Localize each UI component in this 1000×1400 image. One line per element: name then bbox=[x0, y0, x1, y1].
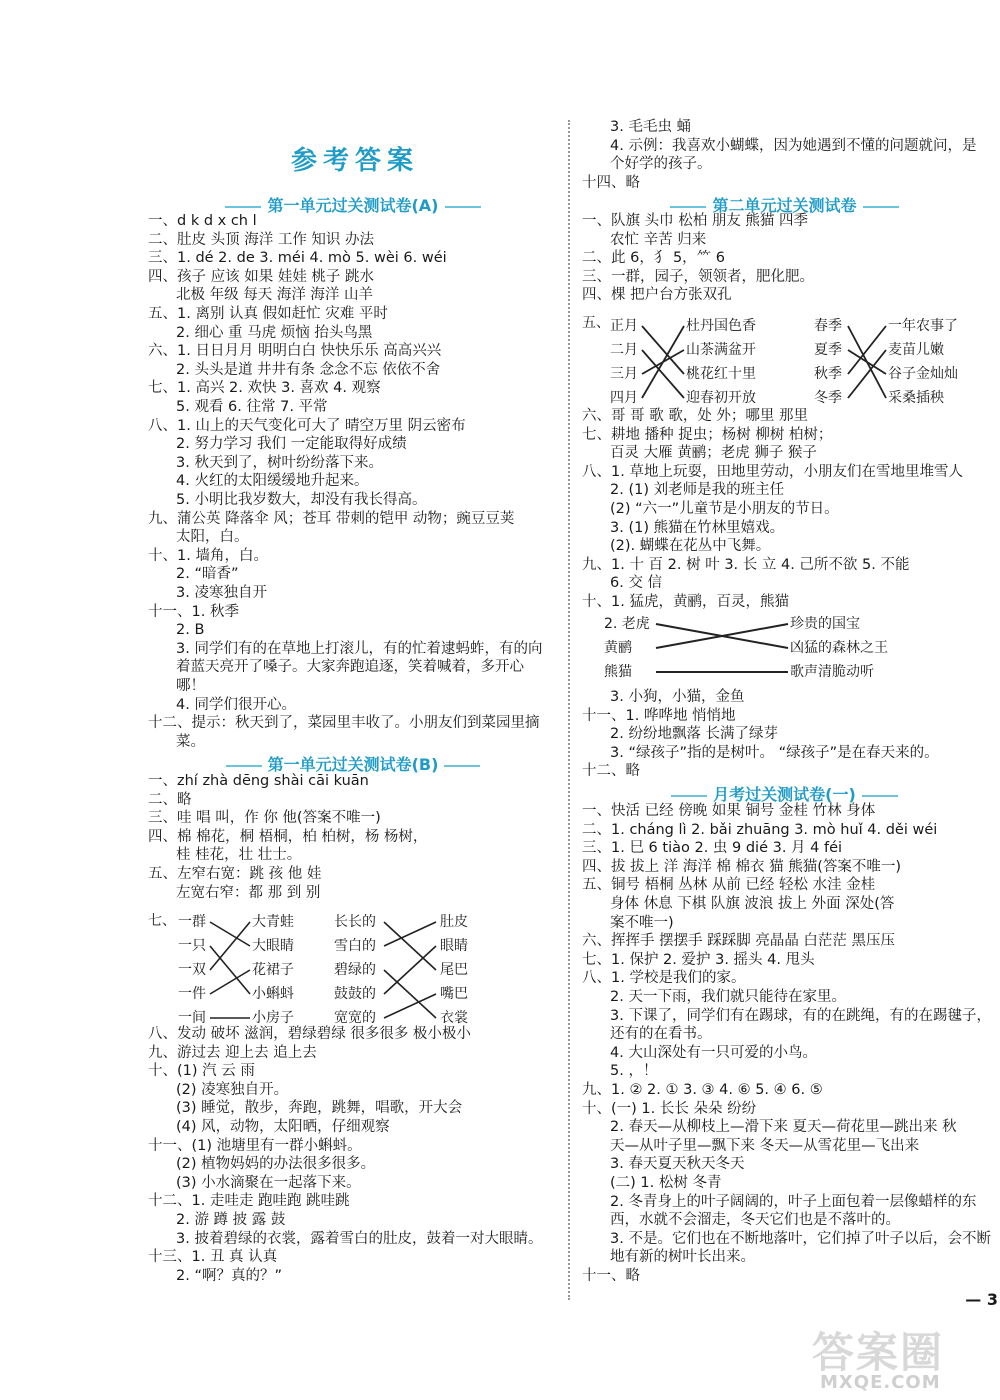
match-left-item: 二月 bbox=[610, 342, 638, 358]
answer-line: 五、铜号 梧桐 丛林 从前 已经 轻松 水洼 金桂 bbox=[582, 877, 876, 894]
answer-line: 十、1. 墙角，白。 bbox=[148, 547, 268, 564]
answer-line: 4. 火红的太阳缓缓地升起来。 bbox=[176, 473, 369, 490]
answer-line: 3. 小狗，小猫，金鱼 bbox=[610, 689, 745, 705]
match-left-item: 一件 bbox=[178, 986, 206, 1002]
match-left-item: 鼓鼓的 bbox=[334, 986, 376, 1002]
answer-line: 十二、略 bbox=[582, 763, 640, 780]
answer-line: 十、(一) 1. 长长 朵朵 纷纷 bbox=[582, 1100, 757, 1117]
answer-line: 八、1. 山上的天气变化可大了 晴空万里 阴云密布 bbox=[148, 417, 466, 434]
match-left-item: 冬季 bbox=[814, 390, 842, 406]
match-right-item: 眼睛 bbox=[440, 938, 468, 954]
match-left-item: 四月 bbox=[610, 390, 638, 406]
answer-line: 哪！ bbox=[176, 678, 205, 694]
answer-line: (2). 蝴蝶在花丛中飞舞。 bbox=[610, 538, 771, 555]
matching-exercise-seven bbox=[148, 908, 558, 1028]
answer-line: 2. (1) 刘老师是我的班主任 bbox=[610, 482, 785, 499]
match-right-item: 小蝌蚪 bbox=[252, 986, 294, 1002]
answer-line: 十一、(1) 池塘里有一群小蝌蚪。 bbox=[148, 1137, 362, 1154]
answer-line: 九、1. 十 百 2. 树 叶 3. 长 立 4. 己所不欲 5. 不能 bbox=[582, 556, 910, 573]
answer-line: (2) 植物妈妈的办法很多很多。 bbox=[176, 1156, 376, 1173]
answer-line: 3. (1) 熊猫在竹林里嬉戏。 bbox=[610, 519, 785, 536]
answer-line: 三、1. dé 2. de 3. méi 4. mò 5. wèi 6. wéi bbox=[148, 250, 447, 267]
answer-line: 一、队旗 头巾 松柏 朋友 熊猫 四季 bbox=[582, 213, 809, 229]
match-left-item: 碧绿的 bbox=[334, 962, 376, 978]
answer-line: 还有的在看书。 bbox=[610, 1026, 712, 1043]
answer-line: 九、1. ② 2. ① 3. ③ 4. ⑥ 5. ④ 6. ⑤ bbox=[582, 1082, 823, 1098]
answer-line: 十二、提示：秋天到了，菜园里丰收了。小朋友们到菜园里摘 bbox=[148, 715, 540, 732]
answer-line: 4. 同学们很开心。 bbox=[176, 696, 296, 713]
answer-line: 八、1. 草地上玩耍，田地里劳动，小朋友们在雪地里堆雪人 bbox=[582, 463, 963, 480]
answer-line: (4) 风，动物，太阳晒，仔细观察 bbox=[176, 1119, 390, 1135]
answer-line: 3. “绿孩子”指的是树叶。 “绿孩子”是在春天来的。 bbox=[610, 744, 939, 761]
answer-line: 2. 春天—从柳枝上—滑下来 夏天—荷花里—跳出来 秋 bbox=[610, 1119, 957, 1136]
answer-line: 5. 小明比我岁数大，却没有我长得高。 bbox=[176, 492, 427, 508]
answer-line: 四、孩子 应该 如果 娃娃 桃子 跳水 bbox=[148, 268, 375, 285]
answer-line: 5. 观看 6. 往常 7. 平常 bbox=[176, 399, 328, 415]
answer-line: 七、1. 保护 2. 爱护 3. 摇头 4. 甩头 bbox=[582, 951, 815, 968]
answer-line: 4. 示例：我喜欢小蝴蝶，因为她遇到不懂的问题就问，是 bbox=[610, 137, 977, 154]
answer-line: 北极 年级 每天 海洋 海洋 山羊 bbox=[176, 287, 374, 304]
section-heading-text: 第一单元过关测试卷(A) bbox=[267, 196, 439, 215]
answer-line: 3. 秋天到了，树叶纷纷落下来。 bbox=[176, 454, 383, 471]
match-left-item: 夏季 bbox=[814, 342, 842, 358]
match-left-item: 春季 bbox=[814, 318, 842, 334]
watermark-url: MXQE.COM bbox=[820, 1372, 941, 1393]
answer-line: 十三、1. 丑 真 认真 bbox=[148, 1249, 278, 1266]
match-right-item: 大青蛙 bbox=[252, 914, 294, 930]
match-right-item: 桃花红十里 bbox=[686, 366, 756, 382]
answer-line: (3) 睡觉，散步，奔跑，跳舞，唱歌，开大会 bbox=[176, 1100, 463, 1117]
match-right-item: 大眼睛 bbox=[252, 938, 294, 954]
answer-line: 三、哇 唱 叫，作 你 他(答案不唯一) bbox=[148, 810, 381, 827]
answer-line: 农忙 辛苦 归来 bbox=[610, 231, 707, 248]
answer-line: 太阳，白。 bbox=[176, 529, 249, 546]
answer-line: 3. 毛毛虫 蛹 bbox=[610, 119, 692, 135]
answer-line: 二、略 bbox=[148, 791, 192, 808]
matching-exercise-five bbox=[582, 310, 987, 410]
match-right-item: 肚皮 bbox=[440, 914, 468, 930]
page-number: — 3 bbox=[965, 1290, 998, 1309]
match-left-item: 2. 老虎 bbox=[604, 616, 650, 632]
answer-line: 2. 游 蹲 披 露 鼓 bbox=[176, 1212, 286, 1228]
section-heading-text: 第一单元过关测试卷(B) bbox=[267, 755, 439, 774]
answer-line: 二、肚皮 头顶 海洋 工作 知识 办法 bbox=[148, 231, 375, 248]
match-left-item: 正月 bbox=[610, 318, 638, 334]
match-left-item: 熊猫 bbox=[604, 664, 632, 680]
answer-line: 个好学的孩子。 bbox=[610, 156, 712, 173]
answer-line: 四、棵 把户台方张双孔 bbox=[582, 287, 732, 304]
match-left-item: 秋季 bbox=[814, 366, 842, 382]
answer-line: 3. 不是。它们也在不断地落叶，它们掉了叶子以后，会不断 bbox=[610, 1230, 991, 1247]
answer-line: 六、1. 日日月月 明明白白 快快乐乐 高高兴兴 bbox=[148, 343, 442, 360]
section-heading-text: 月考过关测试卷(一) bbox=[713, 785, 856, 804]
answer-line: 4. 大山深处有一只可爱的小鸟。 bbox=[610, 1044, 817, 1061]
match-left-item: 雪白的 bbox=[334, 938, 376, 954]
match-right-item: 嘴巴 bbox=[440, 986, 468, 1002]
answer-line: 百灵 大雁 黄鹂；老虎 狮子 猴子 bbox=[610, 445, 817, 462]
answer-line: (2) 凌寒独自开。 bbox=[176, 1081, 289, 1098]
answer-line: 七、耕地 播种 捉虫；杨树 柳树 柏树； bbox=[582, 426, 833, 443]
answer-line: 八、1. 学校是我们的家。 bbox=[582, 970, 746, 987]
answer-line: 十二、1. 走哇走 跑哇跑 跳哇跳 bbox=[148, 1193, 350, 1210]
answer-line: 十、1. 猛虎，黄鹂，百灵，熊猫 bbox=[582, 594, 789, 610]
answer-line: 地有新的树叶长出来。 bbox=[610, 1249, 755, 1266]
match-right-item: 衣裳 bbox=[440, 1010, 468, 1026]
answer-line: 四、拔 拔上 洋 海洋 棉 棉衣 猫 熊猫(答案不唯一) bbox=[582, 858, 902, 875]
column-divider bbox=[568, 120, 570, 1300]
answer-line: (3) 小水滴聚在一起落下来。 bbox=[176, 1174, 361, 1191]
answer-line: 左宽右窄：都 那 到 别 bbox=[176, 884, 321, 901]
answer-line: 十四、略 bbox=[582, 174, 640, 191]
question-number: 五、 bbox=[582, 315, 610, 331]
answer-line: 十一、略 bbox=[582, 1268, 640, 1284]
answer-line: 五、左窄右宽：跳 孩 他 娃 bbox=[148, 866, 322, 882]
answer-line: (二) 1. 松树 冬青 bbox=[610, 1175, 722, 1191]
match-left-item: 一双 bbox=[178, 962, 206, 978]
answer-line: 天—从叶子里—飘下来 冬天—从雪花里—飞出来 bbox=[610, 1137, 920, 1154]
answer-line: 一、d k d x ch l bbox=[148, 213, 257, 229]
answer-line: 2. 冬青身上的叶子阔阔的，叶子上面包着一层像蜡样的东 bbox=[610, 1193, 977, 1210]
answer-line: 3. 同学们有的在草地上打滚儿，有的忙着逮蚂蚱，有的向 bbox=[176, 640, 543, 657]
answer-line: 六、哥 哥 歌 歌，处 外；哪里 那里 bbox=[582, 408, 809, 424]
match-right-item: 花裙子 bbox=[252, 962, 294, 978]
match-right-item: 尾巴 bbox=[440, 962, 468, 978]
match-right-item: 小房子 bbox=[252, 1010, 294, 1026]
match-right-item: 谷子金灿灿 bbox=[888, 366, 958, 382]
answer-line: 十一、1. 秋季 bbox=[148, 603, 239, 620]
answer-line: 一、zhí zhà dēng shài cāi kuān bbox=[148, 773, 369, 789]
answer-line: (2) “六一”儿童节是小朋友的节日。 bbox=[610, 501, 839, 517]
match-right-item: 麦苗儿嫩 bbox=[888, 342, 944, 358]
answer-line: 三、一群，园子，领领者，肥化肥。 bbox=[582, 268, 814, 285]
answer-line: 3. 凌寒独自开 bbox=[176, 585, 267, 601]
answer-line: 一、快活 已经 傍晚 如果 铜号 金桂 竹林 身体 bbox=[582, 803, 876, 819]
answer-line: 2. 纷纷地飘落 长满了绿芽 bbox=[610, 726, 779, 743]
match-right-item: 杜丹国色香 bbox=[686, 318, 756, 334]
answer-line: 菜。 bbox=[176, 733, 205, 750]
answer-line: 七、1. 高兴 2. 欢快 3. 喜欢 4. 观察 bbox=[148, 380, 381, 397]
answer-line: 2. 头头是道 井井有条 念念不忘 依依不舍 bbox=[176, 361, 441, 378]
question-number: 七、 bbox=[148, 913, 176, 929]
answer-line: 2. “啊？真的？” bbox=[176, 1267, 282, 1284]
answer-line: 3. 披着碧绿的衣裳，露着雪白的肚皮，鼓着一对大眼睛。 bbox=[176, 1230, 543, 1247]
answer-line: 着蓝天亮开了嗓子。大家奔跑追逐，笑着喊着，多开心 bbox=[176, 659, 524, 676]
answer-line: 三、1. 巳 6 tiào 2. 虫 9 dié 3. 月 4 féi bbox=[582, 840, 843, 857]
answer-line: 八、发动 破坏 滋润，碧绿碧绿 很多很多 极小极小 bbox=[148, 1026, 471, 1042]
match-left-item: 三月 bbox=[610, 366, 638, 382]
answer-line: 十、(1) 汽 云 雨 bbox=[148, 1063, 255, 1080]
answer-line: 5. ，！ bbox=[610, 1063, 658, 1080]
match-left-item: 黄鹂 bbox=[604, 640, 632, 656]
answer-line: 3. 下课了，同学们有在踢球，有的在跳绳，有的在踢毽子， bbox=[610, 1007, 991, 1024]
match-left-item: 长长的 bbox=[334, 914, 376, 930]
answer-line: 2. 努力学习 我们 一定能取得好成绩 bbox=[176, 436, 407, 453]
matching-exercise-ten bbox=[602, 612, 902, 682]
answer-line: 九、游过去 迎上去 追上去 bbox=[148, 1044, 317, 1061]
match-left-item: 宽宽的 bbox=[334, 1010, 376, 1026]
answer-line: 2. 天一下雨，我们就只能待在家里。 bbox=[610, 989, 846, 1005]
answer-line: 2. “暗香” bbox=[176, 566, 239, 583]
page-title: 参考答案 bbox=[290, 146, 419, 176]
answer-line: 九、蒲公英 降落伞 风；苍耳 带刺的铠甲 动物；豌豆豆荚 bbox=[148, 510, 515, 527]
watermark-logo: 答案圈 bbox=[812, 1328, 945, 1377]
answer-line: 六、挥挥手 摆摆手 踩踩脚 亮晶晶 白茫茫 黑压压 bbox=[582, 933, 896, 950]
section-heading-text: 第二单元过关测试卷 bbox=[712, 196, 857, 215]
answer-line: 二、1. cháng lì 2. bǎi zhuāng 3. mò huǐ 4. děi wéi bbox=[582, 821, 938, 838]
match-right-item: 一年农事了 bbox=[888, 318, 958, 334]
match-left-item: 一间 bbox=[178, 1010, 206, 1026]
answer-line: 2. B bbox=[176, 622, 205, 639]
answer-line: 2. 细心 重 马虎 烦恼 抬头鸟黑 bbox=[176, 324, 373, 341]
match-right-item: 采桑插秧 bbox=[888, 390, 944, 406]
answer-line: 十一、1. 哗哗地 悄悄地 bbox=[582, 707, 736, 724]
match-right-item: 凶猛的森林之王 bbox=[790, 640, 888, 656]
match-right-item: 迎春初开放 bbox=[686, 390, 756, 406]
answer-line: 西，水就不会溜走，冬天它们也是不落叶的。 bbox=[610, 1212, 900, 1229]
match-left-item: 一群 bbox=[178, 914, 206, 930]
answer-line: 6. 交 信 bbox=[610, 575, 663, 592]
match-right-item: 珍贵的国宝 bbox=[790, 616, 860, 632]
match-left-item: 一只 bbox=[178, 938, 206, 954]
match-right-item: 歌声清脆动听 bbox=[790, 664, 874, 680]
answer-line: 二、此 6，犭 5，⺮ 6 bbox=[582, 250, 726, 267]
answer-line: 桂 桂花，壮 壮士。 bbox=[176, 847, 302, 864]
answer-line: 案不唯一) bbox=[610, 914, 674, 931]
answer-line: 五、1. 离别 认真 假如赶忙 灾难 平时 bbox=[148, 306, 388, 322]
answer-line: 四、棉 棉花，桐 梧桐，柏 柏树，杨 杨树， bbox=[148, 828, 428, 845]
answer-line: 身体 休息 下棋 队旗 波浪 拔上 外面 深处(答 bbox=[610, 896, 895, 912]
answer-line: 3. 春天夏天秋天冬天 bbox=[610, 1156, 745, 1173]
match-right-item: 山茶满盆开 bbox=[686, 342, 756, 358]
